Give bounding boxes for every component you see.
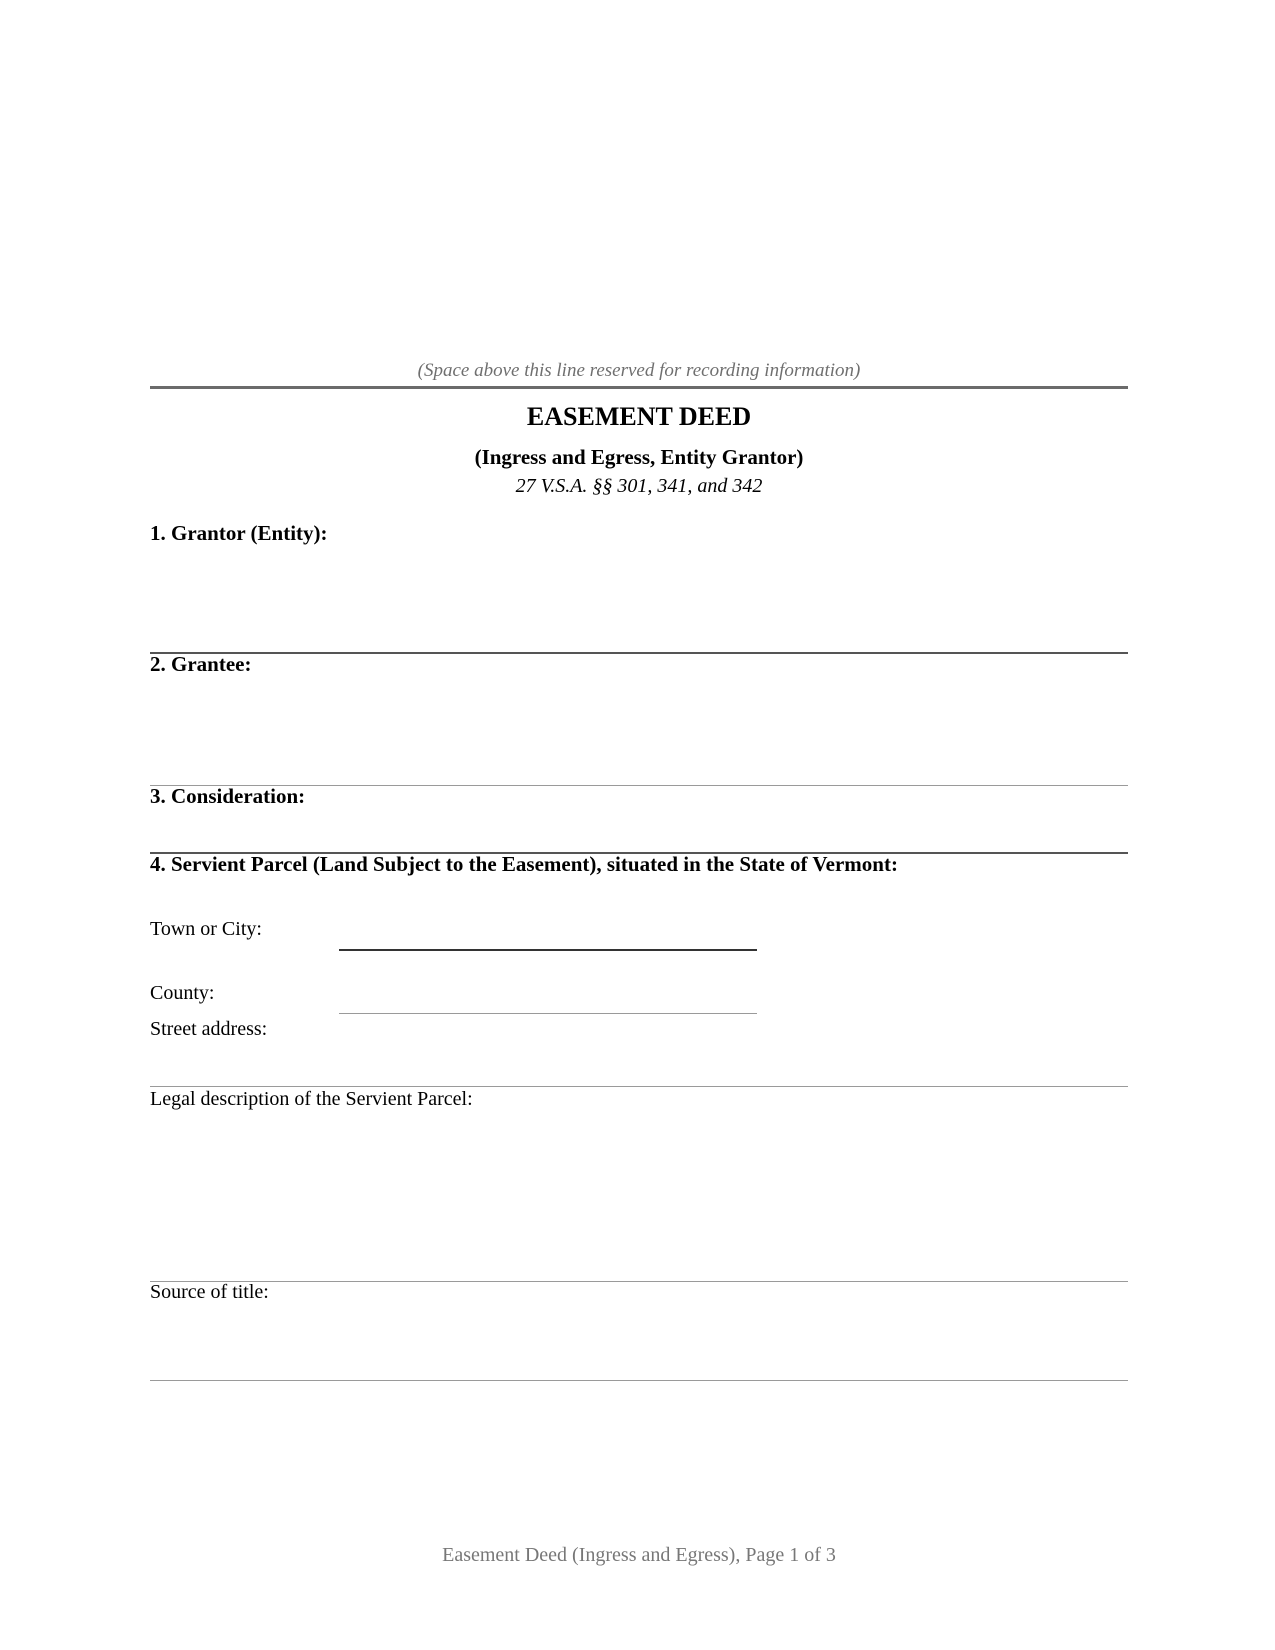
town-label: Town or City: [150,918,262,940]
document-subtitle: (Ingress and Egress, Entity Grantor) [474,445,804,469]
consideration-heading: 3. Consideration: [150,784,306,808]
document-title: EASEMENT DEED [526,402,752,431]
grantor-heading: 1. Grantor (Entity): [150,521,328,545]
grantor-entry-line[interactable] [150,652,1128,654]
page-footer: Easement Deed (Ingress and Egress), Page 1 of 3 [442,1544,836,1566]
servient-parcel-heading: 4. Servient Parcel (Land Subject to the Easement), situated in the State of Vermont: [150,852,898,876]
street-address-label: Street address: [150,1018,268,1040]
grantee-heading: 2. Grantee: [150,652,252,676]
statute-citation: 27 V.S.A. §§ 301, 341, and 342 [515,475,763,497]
legal-description-field[interactable] [150,1281,1128,1282]
county-label: County: [150,982,215,1004]
source-of-title-label: Source of title: [150,1281,269,1303]
recording-divider [150,386,1128,389]
county-field[interactable] [339,1013,757,1014]
source-of-title-field[interactable] [150,1380,1128,1381]
legal-description-label: Legal description of the Servient Parcel: [150,1088,473,1110]
town-field[interactable] [339,949,757,951]
recording-reserved-note: (Space above this line reserved for recording information) [417,360,861,381]
